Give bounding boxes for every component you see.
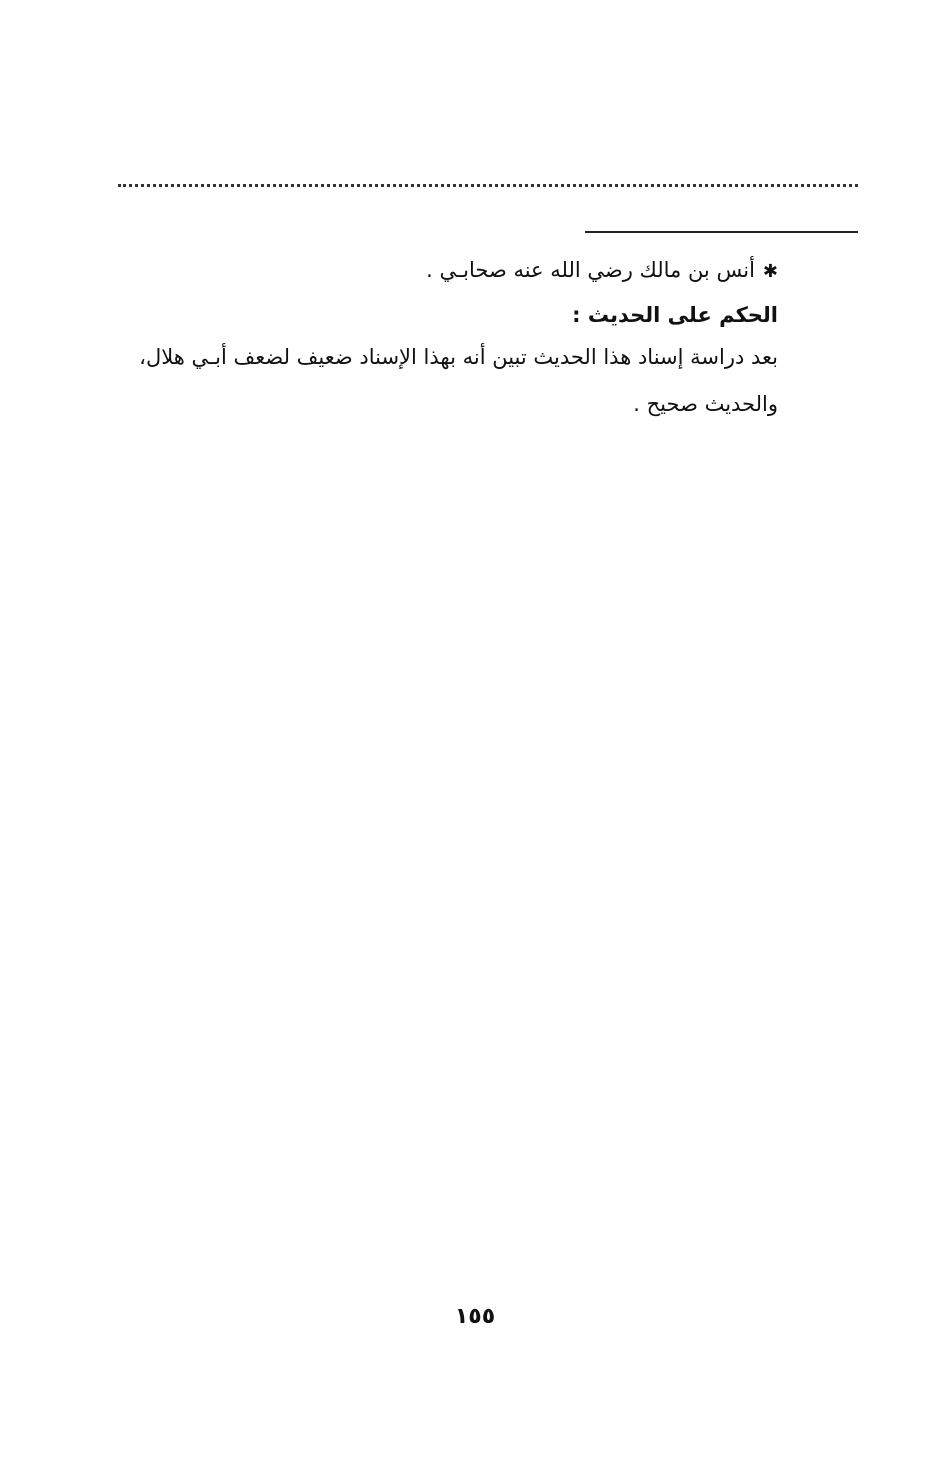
ruling-text-line-2: والحديث صحيح . <box>633 392 778 416</box>
ruling-heading: الحكم على الحديث : <box>572 303 778 327</box>
narrator-text: أنس بن مالك رضي الله عنه صحابـي . <box>426 258 755 282</box>
narrator-line <box>426 255 778 287</box>
asterisk-bullet-icon: ✱ <box>762 261 778 282</box>
ruling-text-line-1: بعد دراسة إسناد هذا الحديث تبين أنه بهذا الإسناد ضعيف لضعف أبـي هلال، <box>139 345 778 369</box>
footnote-rule <box>585 231 858 233</box>
page-number: ١٥٥ <box>454 1304 496 1329</box>
dotted-separator <box>118 184 858 187</box>
